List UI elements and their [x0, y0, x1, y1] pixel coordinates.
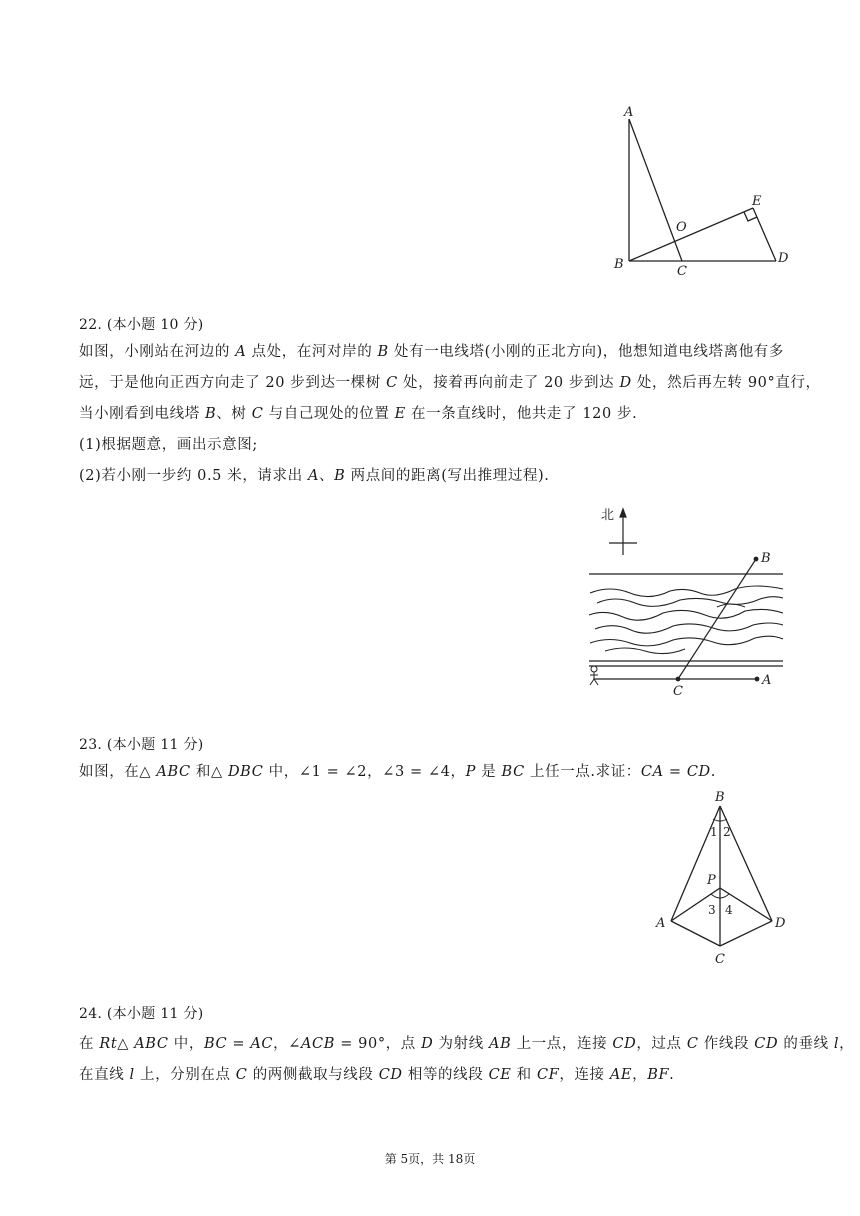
north-arrow-head [620, 509, 626, 517]
q24-line-2: 在直线 l 上，分别在点 C 的两侧截取与线段 CD 相等的线段 CE 和 CF，连接 AE，BF. [79, 1067, 675, 1083]
label-A: A [656, 916, 666, 931]
label-A: A [762, 673, 772, 688]
point-C [676, 677, 681, 682]
label-C: C [715, 952, 725, 967]
label-E: E [752, 194, 762, 209]
label-B: B [761, 551, 771, 566]
figure-q22-river [585, 503, 790, 703]
q24-header: 24. (本小题 11 分) [79, 1006, 204, 1022]
label-north: 北 [601, 508, 615, 523]
angle-label-2: 2 [723, 825, 731, 839]
q22-line-1: 如图，小刚站在河边的 A 点处，在河对岸的 B 处有一电线塔(小刚的正北方向)，他想知道电线塔离他有多 [79, 344, 785, 360]
label-C: C [677, 264, 687, 279]
label-B: B [614, 257, 624, 272]
q22-header: 22. (本小题 10 分) [79, 317, 204, 333]
q23-line-1: 如图，在△ ABC 和△ DBC 中，∠1 = ∠2，∠3 = ∠4，P 是 BC 上任一点.求证：CA = CD. [79, 764, 716, 780]
label-O: O [676, 220, 687, 235]
q22-part-1: (1)根据题意，画出示意图; [79, 437, 258, 453]
q23-header: 23. (本小题 11 分) [79, 737, 204, 753]
point-A [755, 677, 760, 682]
label-B: B [715, 790, 725, 805]
person-icon [590, 666, 598, 685]
q22-part-2: (2)若小刚一步约 0.5 米，请求出 A、B 两点间的距离(写出推理过程). [79, 468, 550, 484]
figure-q21 [608, 100, 798, 280]
river-waves [589, 586, 783, 654]
point-B [754, 557, 759, 562]
label-A: A [624, 105, 634, 120]
angle-label-3: 3 [708, 903, 716, 917]
q22-line-3: 当小刚看到电线塔 B、树 C 与自己现处的位置 E 在一条直线时，他共走了 120 步. [79, 406, 638, 422]
page-footer: 第 5页，共 18页 [384, 1152, 476, 1166]
segment-ED [753, 208, 776, 261]
angle-label-4: 4 [725, 903, 733, 917]
q24-body [79, 1029, 854, 1091]
segment-BE [629, 208, 753, 261]
q22-line-2: 远，于是他向正西方向走了 20 步到达一棵树 C 处，接着再向前走了 20 步到达 D 处，然后再左转 90°直行， [79, 375, 821, 391]
label-C: C [673, 684, 683, 699]
segment-AC [629, 119, 682, 261]
q22-body [79, 337, 821, 492]
figure-q23-kite [648, 786, 798, 971]
label-D: D [775, 916, 786, 931]
segment-AC [671, 921, 720, 946]
q24-line-1: 在 Rt△ ABC 中，BC = AC，∠ACB = 90°，点 D 为射线 AB 上一点，连接 CD，过点 C 作线段 CD 的垂线 l， [79, 1036, 855, 1052]
label-P: P [707, 873, 716, 888]
q23-body [79, 757, 716, 788]
angle-label-1: 1 [710, 825, 718, 839]
label-D: D [778, 251, 789, 266]
segment-DC [720, 921, 772, 946]
